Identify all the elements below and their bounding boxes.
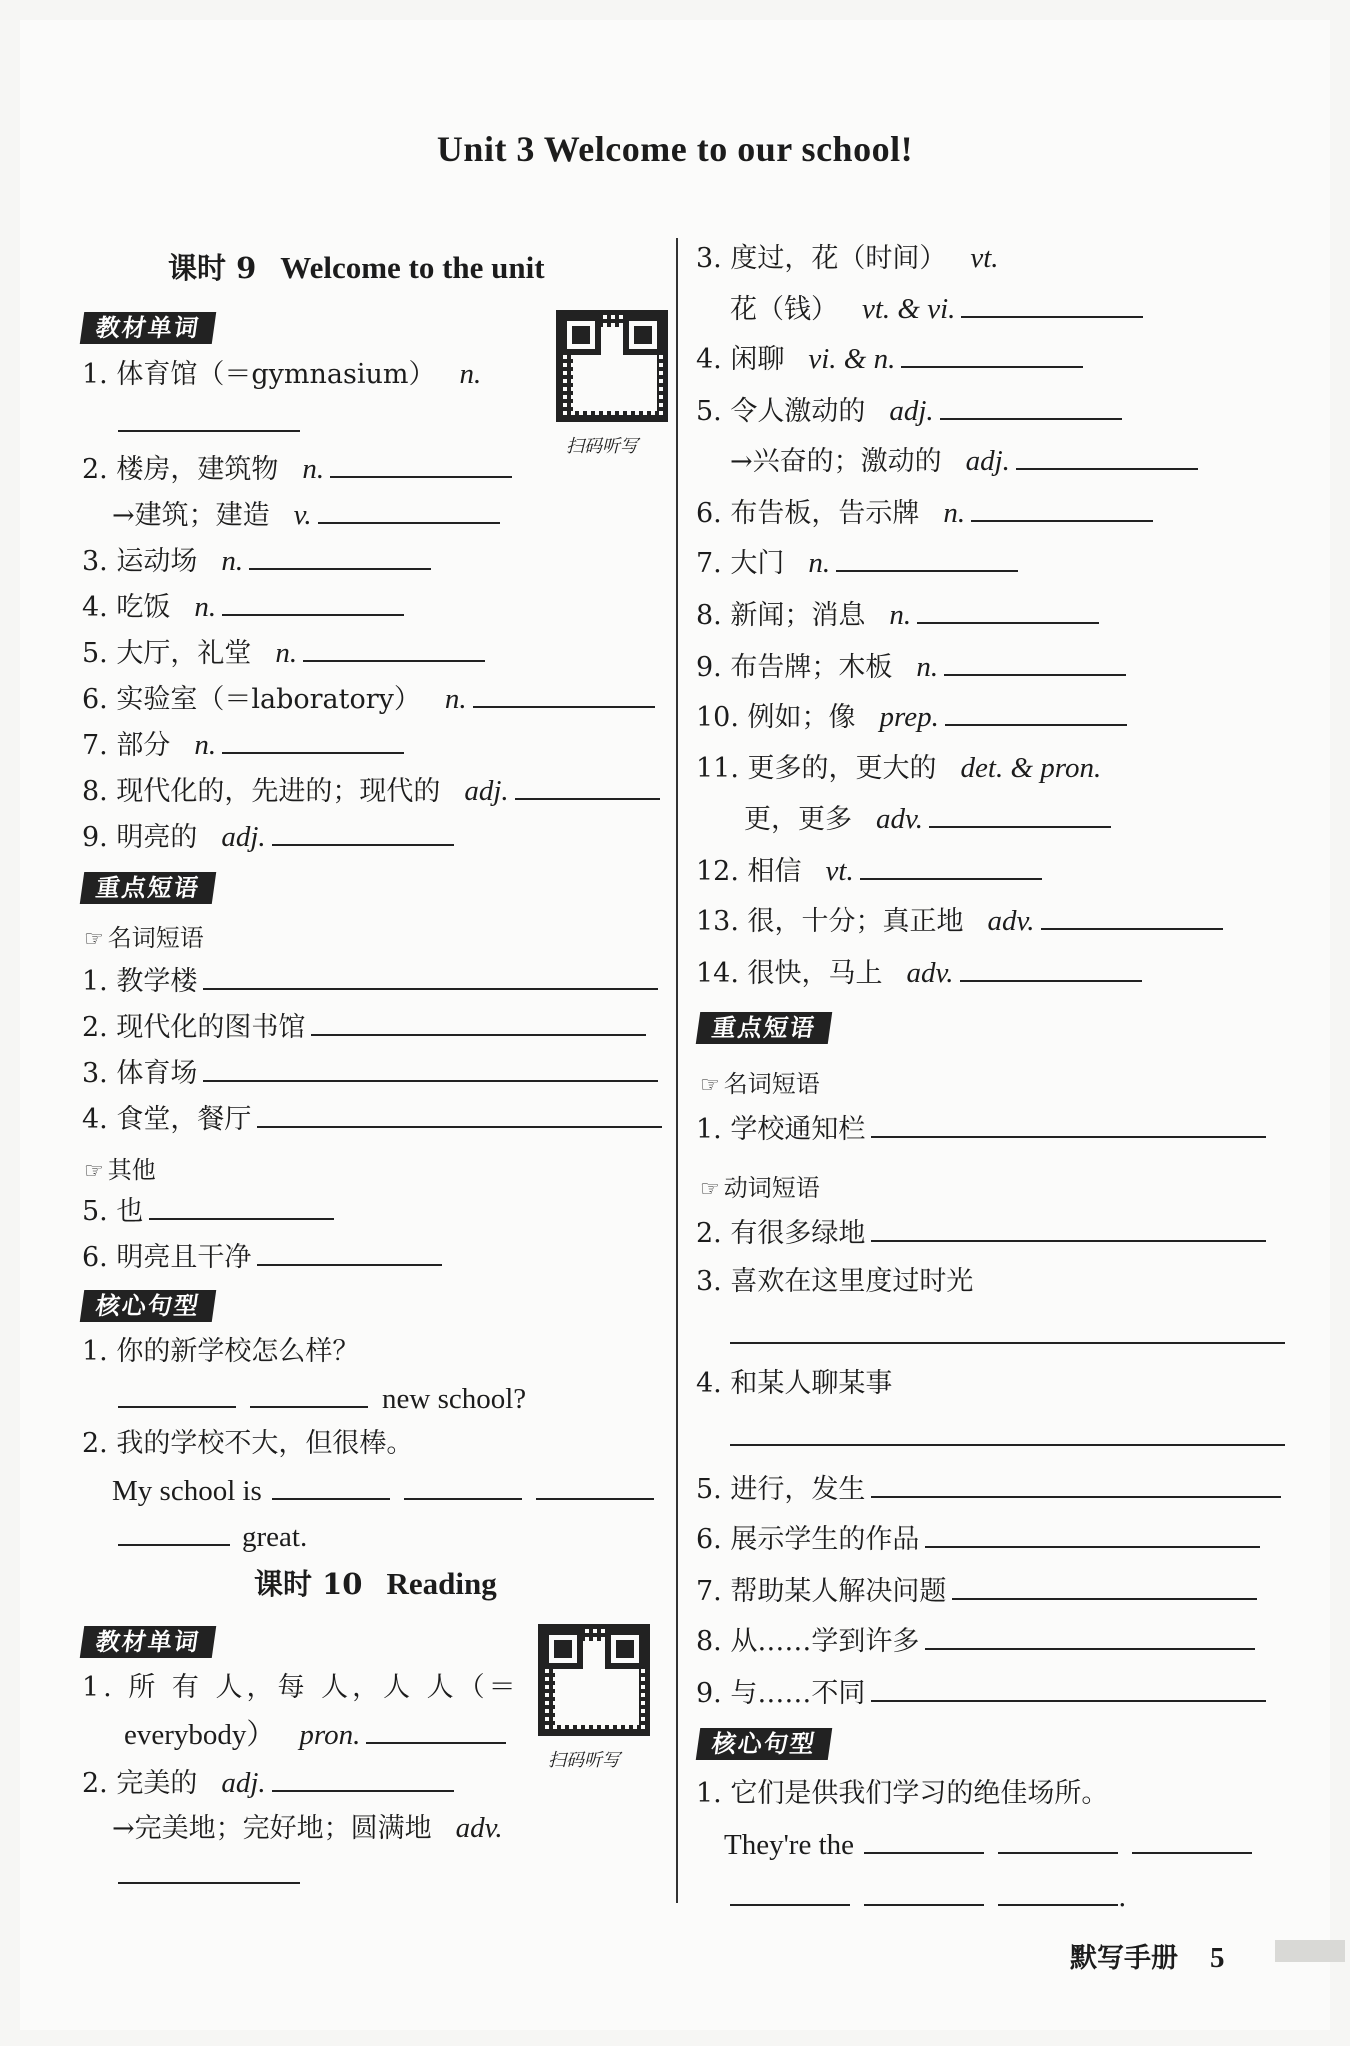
- answer-blank[interactable]: [318, 496, 500, 524]
- answer-blank[interactable]: [945, 698, 1127, 726]
- column-divider: [676, 238, 678, 1903]
- answer-blank[interactable]: [871, 1674, 1266, 1702]
- phrase-item: 8. 从……学到许多: [696, 1622, 1255, 1660]
- sentence-prompt: 1. 你的新学校怎么样？: [82, 1336, 360, 1367]
- vocab-item: 5. 令人激动的 adj.: [696, 392, 1122, 430]
- vocab-item: 1. 体育馆（＝gymnasium） n.: [82, 358, 482, 390]
- answer-blank[interactable]: [118, 1380, 236, 1408]
- answer-blank[interactable]: [203, 1054, 658, 1082]
- answer-blank[interactable]: [960, 954, 1142, 982]
- phrase-item: 6. 展示学生的作品: [696, 1520, 1260, 1558]
- unit-title: Unit 3 Welcome to our school!: [436, 129, 914, 169]
- answer-blank[interactable]: [118, 1518, 230, 1546]
- phrase-answer-line[interactable]: [724, 1316, 1285, 1354]
- vocab-item: 7. 大门 n.: [696, 544, 1018, 582]
- pointing-hand-icon: ☞: [700, 1073, 720, 1098]
- lesson-10-label: 课时 10: [254, 1567, 363, 1601]
- vocab-item: 4. 吃饭 n.: [82, 588, 404, 626]
- vocab-item: 花（钱） vt. & vi.: [730, 290, 1143, 328]
- phrase-item: 2. 有很多绿地: [696, 1214, 1266, 1252]
- vocab-item: 12. 相信 vt.: [696, 852, 1042, 890]
- vocab-item: 8. 现代化的，先进的；现代的 adj.: [82, 772, 660, 810]
- answer-blank[interactable]: [222, 726, 404, 754]
- answer-blank[interactable]: [864, 1878, 984, 1906]
- footer-label: 默写手册: [1070, 1943, 1178, 1974]
- others-subheading: ☞ 其他: [84, 1156, 156, 1184]
- answer-blank[interactable]: [940, 392, 1122, 420]
- answer-blank[interactable]: [257, 1100, 662, 1128]
- vocab-item: 9. 布告牌；木板 n.: [696, 648, 1126, 686]
- vocab-item: 5. 大厅，礼堂 n.: [82, 634, 485, 672]
- section-tag-vocab: 教材单词: [80, 312, 216, 344]
- answer-blank[interactable]: [1132, 1826, 1252, 1854]
- vocab-item: 6. 布告板，告示牌 n.: [696, 494, 1153, 532]
- vocab-answer-line[interactable]: [112, 404, 300, 442]
- answer-blank[interactable]: [925, 1622, 1255, 1650]
- sentence-answer: great.: [112, 1518, 307, 1556]
- vocab-item: 更，更多 adv.: [744, 800, 1111, 838]
- phrase-item: 1. 教学楼: [82, 962, 658, 1000]
- answer-blank[interactable]: [272, 818, 454, 846]
- phrase-item: 9. 与……不同: [696, 1674, 1266, 1712]
- answer-blank[interactable]: [1016, 442, 1198, 470]
- phrase-item: 2. 现代化的图书馆: [82, 1008, 646, 1046]
- sentence-prompt: 2. 我的学校不大，但很棒。: [82, 1428, 414, 1459]
- vocab-item: 14. 很快，马上 adv.: [696, 954, 1142, 992]
- answer-blank[interactable]: [998, 1826, 1118, 1854]
- answer-blank[interactable]: [536, 1472, 654, 1500]
- answer-blank[interactable]: [250, 1380, 368, 1408]
- phrase-item: 5. 也: [82, 1192, 334, 1230]
- answer-blank[interactable]: [1041, 902, 1223, 930]
- vocab-item: 10. 例如；像 prep.: [696, 698, 1127, 736]
- answer-blank[interactable]: [330, 450, 512, 478]
- answer-blank[interactable]: [871, 1470, 1281, 1498]
- phrase-item: 6. 明亮且干净: [82, 1238, 442, 1276]
- vocab-item: 11. 更多的，更大的 det. & pron.: [696, 752, 1102, 784]
- vocab-item: →兴奋的；激动的 adj.: [730, 442, 1198, 480]
- answer-blank[interactable]: [272, 1472, 390, 1500]
- lesson-10-title: Reading: [386, 1566, 497, 1601]
- vocab-item: 4. 闲聊 vi. & n.: [696, 340, 1083, 378]
- phrase-item: 3. 体育场: [82, 1054, 658, 1092]
- section-tag-sentences: 核心句型: [80, 1290, 216, 1322]
- answer-blank[interactable]: [249, 542, 431, 570]
- footer-decoration: [1275, 1940, 1345, 1962]
- section-tag-sentences: 核心句型: [696, 1728, 832, 1760]
- section-tag-phrases: 重点短语: [696, 1012, 832, 1044]
- answer-blank[interactable]: [149, 1192, 334, 1220]
- vocab-item: 9. 明亮的 adj.: [82, 818, 454, 856]
- pointing-hand-icon: ☞: [84, 927, 104, 952]
- sentence-answer: They're the: [724, 1826, 1252, 1864]
- vocab-item: →建筑；建造 v.: [112, 496, 500, 534]
- phrase-item: 4. 和某人聊某事: [696, 1368, 893, 1399]
- answer-blank[interactable]: [222, 588, 404, 616]
- answer-blank[interactable]: [836, 544, 1018, 572]
- phrase-item: 7. 帮助某人解决问题: [696, 1572, 1257, 1610]
- vocab-item: 2. 完美的 adj.: [82, 1764, 454, 1802]
- answer-blank[interactable]: [311, 1008, 646, 1036]
- answer-blank[interactable]: [473, 680, 655, 708]
- lesson-9-title: Welcome to the unit: [280, 250, 545, 285]
- section-tag-phrases: 重点短语: [80, 872, 216, 904]
- answer-blank[interactable]: [952, 1572, 1257, 1600]
- answer-blank[interactable]: [730, 1878, 850, 1906]
- vocab-item: 1. 所 有 人，每 人，人 人（＝: [82, 1672, 520, 1703]
- phrase-answer-line[interactable]: [724, 1418, 1285, 1456]
- vocab-item: 2. 楼房，建筑物 n.: [82, 450, 512, 488]
- answer-blank[interactable]: [929, 800, 1111, 828]
- vocab-item: 3. 运动场 n.: [82, 542, 431, 580]
- answer-blank[interactable]: [871, 1110, 1266, 1138]
- sentence-answer: .: [724, 1878, 1127, 1916]
- answer-blank[interactable]: [864, 1826, 984, 1854]
- answer-blank[interactable]: [404, 1472, 522, 1500]
- verb-phrases-subheading: ☞ 动词短语: [700, 1174, 820, 1202]
- answer-blank[interactable]: [971, 494, 1153, 522]
- pointing-hand-icon: ☞: [84, 1159, 104, 1184]
- phrase-item: 3. 喜欢在这里度过时光: [696, 1266, 974, 1297]
- noun-phrases-subheading: ☞ 名词短语: [84, 924, 204, 952]
- page-footer: [1070, 1936, 1225, 1975]
- vocab-answer-line[interactable]: [112, 1856, 300, 1894]
- lesson-10-heading: [254, 1562, 497, 1603]
- lesson-9-heading: [168, 246, 545, 287]
- answer-blank[interactable]: [860, 852, 1042, 880]
- qr-code-icon[interactable]: [538, 1624, 650, 1736]
- phrase-item: 4. 食堂，餐厅: [82, 1100, 662, 1138]
- sentence-answer: new school?: [112, 1380, 526, 1418]
- vocab-item: 8. 新闻；消息 n.: [696, 596, 1099, 634]
- answer-blank[interactable]: [961, 290, 1143, 318]
- answer-blank[interactable]: [871, 1214, 1266, 1242]
- sentence-prompt: 1. 它们是供我们学习的绝佳场所。: [696, 1778, 1109, 1809]
- answer-blank[interactable]: [944, 648, 1126, 676]
- qr-code-icon[interactable]: [556, 310, 668, 422]
- answer-blank[interactable]: [917, 596, 1099, 624]
- vocab-item: everybody） pron.: [124, 1716, 506, 1754]
- vocab-item: 6. 实验室（＝laboratory） n.: [82, 680, 655, 718]
- answer-blank[interactable]: [515, 772, 660, 800]
- answer-blank[interactable]: [303, 634, 485, 662]
- phrase-item: 5. 进行，发生: [696, 1470, 1281, 1508]
- answer-blank[interactable]: [366, 1716, 506, 1744]
- lesson-9-label: 课时 9: [168, 251, 257, 285]
- section-tag-vocab: 教材单词: [80, 1626, 216, 1658]
- qr-caption: 扫码听写: [548, 1750, 620, 1771]
- pointing-hand-icon: ☞: [700, 1177, 720, 1202]
- phrase-item: 1. 学校通知栏: [696, 1110, 1266, 1148]
- vocab-item: →完美地；完好地；圆满地 adv.: [112, 1812, 503, 1844]
- page-number: 5: [1210, 1942, 1225, 1974]
- sentence-answer: My school is: [112, 1472, 654, 1510]
- answer-blank[interactable]: [925, 1520, 1260, 1548]
- vocab-item: 3. 度过，花（时间） vt.: [696, 242, 999, 274]
- answer-blank[interactable]: [203, 962, 658, 990]
- answer-blank[interactable]: [998, 1878, 1118, 1906]
- qr-caption: 扫码听写: [566, 436, 638, 457]
- vocab-item: 7. 部分 n.: [82, 726, 404, 764]
- answer-blank[interactable]: [901, 340, 1083, 368]
- noun-phrases-subheading: ☞ 名词短语: [700, 1070, 820, 1098]
- answer-blank[interactable]: [257, 1238, 442, 1266]
- vocab-item: 13. 很，十分；真正地 adv.: [696, 902, 1223, 940]
- answer-blank[interactable]: [272, 1764, 454, 1792]
